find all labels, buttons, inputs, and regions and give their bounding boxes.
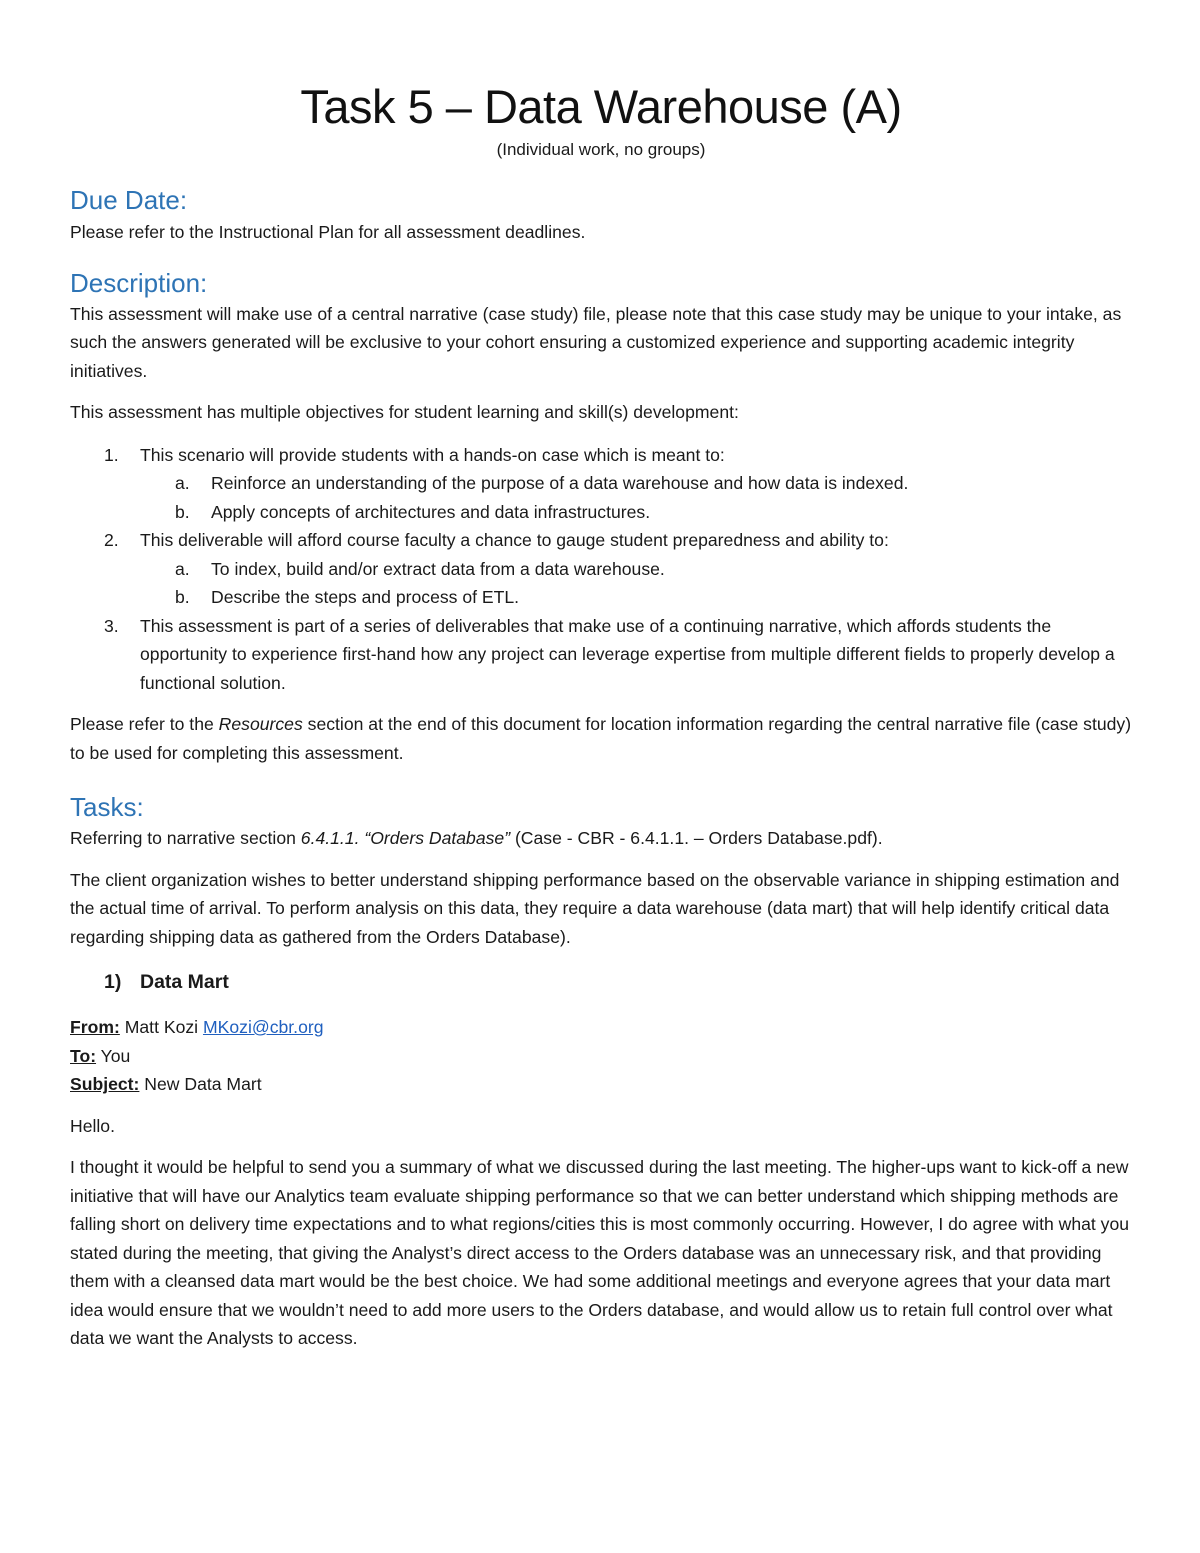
- objective-number: 1.: [104, 444, 119, 465]
- due-date-text: Please refer to the Instructional Plan for all assessment deadlines.: [70, 222, 586, 242]
- objective-text: This assessment is part of a series of deliverables that make use of a continuing narrative, which affords students the opportunity to experience first-hand how any project can leverage expertise from multiple different fields to properly develop a functional solution.: [140, 615, 1115, 693]
- email-subject-value: New Data Mart: [144, 1074, 262, 1094]
- sub-objective-text: Reinforce an understanding of the purpose of a data warehouse and how data is indexed.: [211, 473, 909, 493]
- email-from-name: Matt Kozi: [124, 1017, 199, 1037]
- document-subtitle: (Individual work, no groups): [496, 140, 706, 159]
- narrative-reference: Referring to narrative section 6.4.1.1. “Orders Database” (Case - CBR - 6.4.1.1. – Orders Database.pdf).: [70, 828, 883, 848]
- sub-objective-letter: b.: [175, 501, 190, 522]
- objective-item: [70, 612, 1132, 698]
- section-number: 1): [104, 971, 122, 993]
- objective-text: This scenario will provide students with a hands-on case which is meant to:: [140, 444, 725, 465]
- sub-objective-item: [140, 498, 1132, 527]
- objective-text: This deliverable will afford course faculty a chance to gauge student preparedness and ability to:: [140, 530, 889, 550]
- sub-objective-item: [140, 583, 1132, 612]
- objective-number: 2.: [104, 530, 119, 550]
- description-heading: Description:: [70, 267, 208, 298]
- due-date-heading: Due Date:: [70, 185, 188, 215]
- section-title: Data Mart: [140, 971, 229, 993]
- sub-objective-letter: b.: [175, 587, 190, 607]
- sub-objective-text: Describe the steps and process of ETL.: [211, 587, 520, 607]
- email-from-line: [70, 1013, 1132, 1042]
- description-paragraph-1: This assessment will make use of a central narrative (case study) file, please note that this case study may be unique to your intake, as such the answers generated will be exclusive to your cohort ensuring a customized experience and supporting academic integrity initiatives.: [70, 303, 1122, 381]
- resources-reference-paragraph: Please refer to the Resources section at the end of this document for location information regarding the central narrative file (case study) to be used for completing this assessment.: [70, 714, 1132, 763]
- objective-item: [70, 441, 1132, 527]
- sub-objective-letter: a.: [175, 558, 190, 579]
- section-heading-data-mart: [70, 967, 1132, 997]
- sub-objective-letter: a.: [175, 473, 190, 493]
- objective-number: 3.: [104, 615, 119, 636]
- sub-objective-item: [140, 555, 1132, 584]
- sub-objectives-list: [140, 555, 1132, 612]
- objective-item: [70, 526, 1132, 612]
- objectives-list: [70, 441, 1132, 698]
- email-to-value: You: [100, 1045, 131, 1066]
- resources-emphasis: Resources: [218, 714, 303, 734]
- document-title: Task 5 – Data Warehouse (A): [300, 80, 902, 133]
- sub-objective-item: [140, 469, 1132, 498]
- email-to-line: [70, 1042, 1132, 1071]
- sub-objective-text: To index, build and/or extract data from a data warehouse.: [211, 558, 665, 579]
- email-header: [70, 1013, 1132, 1099]
- tasks-heading: Tasks:: [70, 792, 144, 822]
- document-content: [70, 78, 1132, 1353]
- tasks-paragraph: The client organization wishes to better understand shipping performance based on the observable variance in shipping estimation and the actual time of arrival. To perform analysis on this data, they require a data warehouse (data mart) that will help identify critical data regarding shipping data as gathered from the Orders Database).: [70, 869, 1120, 947]
- email-greeting: Hello.: [70, 1115, 115, 1136]
- email-from-address-link[interactable]: MKozi@cbr.org: [202, 1017, 324, 1037]
- email-body: I thought it would be helpful to send you a summary of what we discussed during the last meeting. The higher-ups want to kick-off a new initiative that will have our Analytics team evaluate shipping performance so that we can better understand which shipping methods are falling short on delivery time expectations and to what regions/cities this is most commonly occurring. However, I do agree with what you stated during the meeting, that giving the Analyst’s direct access to the Orders database was an unnecessary risk, and that providing them with a cleansed data mart would be the best choice. We had some additional meetings and everyone agrees that your data mart idea would ensure that we wouldn’t need to add more users to the Orders database, and would allow us to retain full control over what data we want the Analysts to access.: [70, 1157, 1130, 1348]
- email-subject-line: [70, 1070, 1132, 1099]
- sub-objectives-list: [140, 469, 1132, 526]
- description-paragraph-2: This assessment has multiple objectives for student learning and skill(s) development:: [70, 402, 739, 422]
- narrative-section-emphasis: 6.4.1.1. “Orders Database”: [300, 828, 511, 848]
- email-to-label: To:: [70, 1045, 97, 1066]
- email-subject-label: Subject:: [70, 1074, 140, 1094]
- sub-objective-text: Apply concepts of architectures and data infrastructures.: [211, 501, 651, 522]
- email-from-label: From:: [70, 1017, 120, 1037]
